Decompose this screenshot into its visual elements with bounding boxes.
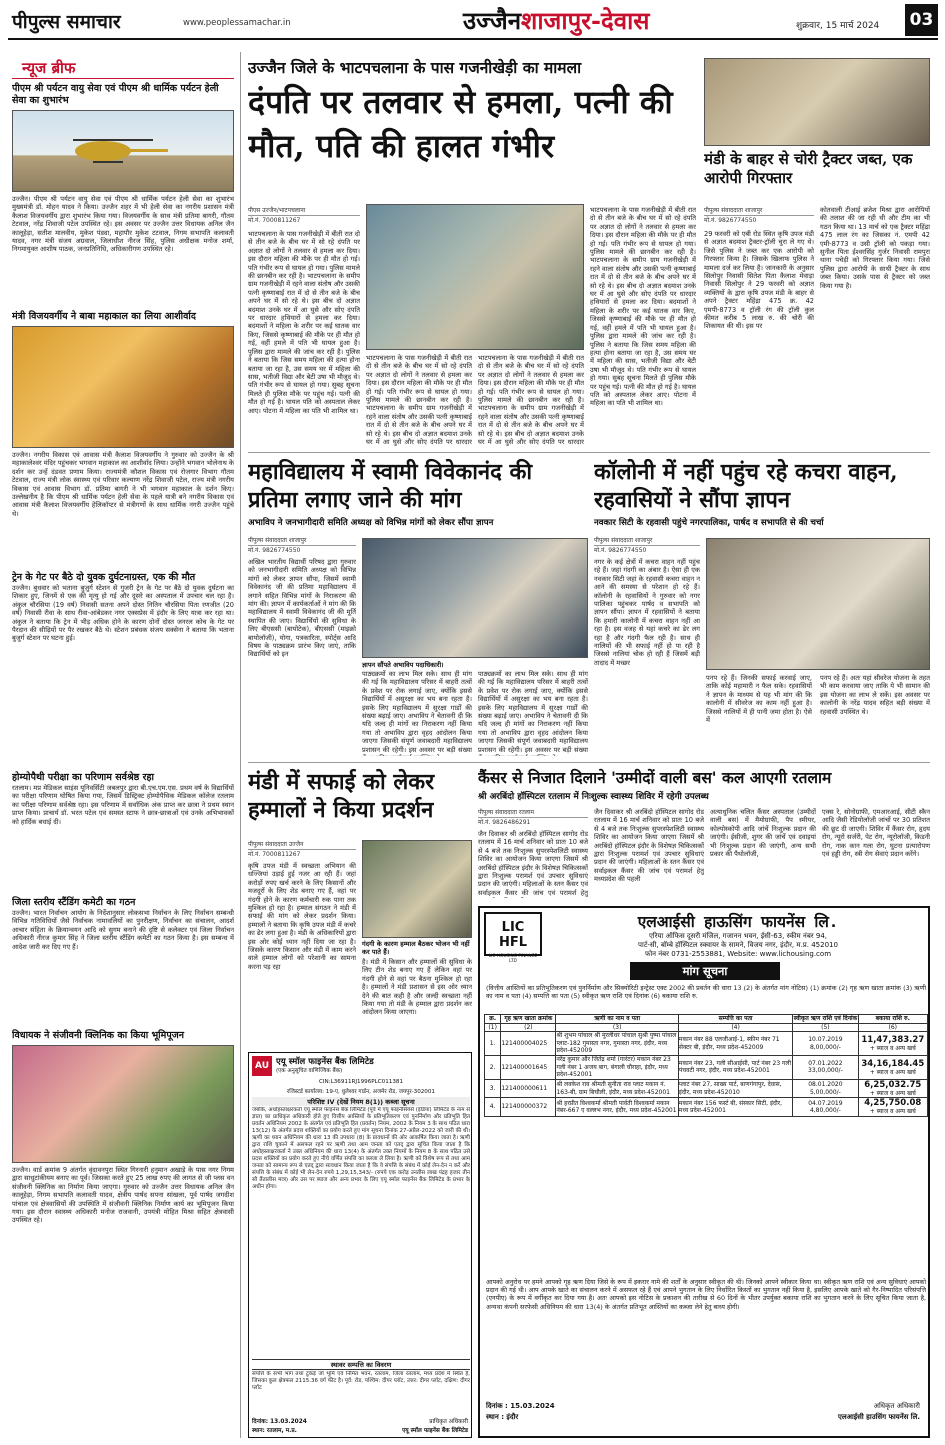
column-divider bbox=[240, 52, 241, 1438]
lic-cell-due: 6,25,032.75 bbox=[864, 1079, 922, 1090]
table-row bbox=[485, 1055, 928, 1079]
cancer-headline[interactable]: कैंसर से निजात दिलाने 'उम्मीदों वाली बस' कल आएगी रतलाम bbox=[478, 768, 832, 787]
mandi-text-2: है। मंडी में किसान और हम्मालों की सुविधा के लिए टीन शेड बनाए गए हैं लेकिन वहां पर गंदगी होने से वहां पर बैठना मुश्किल हो रहा है। हम्मालों ने मंडी प्रशासन से इस ओर ध्यान देने की बात कही है और जल्दी स्वच्छता नहीं किया गया तो मंडी के हम्माल द्वारा प्रदर्शन कर आंदोलन किया जाएगा। bbox=[362, 958, 472, 1017]
lead-mobile: मो.नं. 7000811267 bbox=[248, 217, 301, 224]
lic-th-loan: स्वीकृत ऋण राशि एवं दिनांक bbox=[793, 1015, 858, 1022]
tractor-mobile: मो.नं. 9826774550 bbox=[704, 217, 757, 224]
lic-table-col-nums bbox=[485, 1023, 928, 1032]
lic-cell-due-note: + ब्याज व अन्य खर्च bbox=[869, 1089, 916, 1097]
au-logo[interactable]: AU bbox=[252, 1056, 272, 1076]
au-prop-title: स्थावर सम्पत्ति का विवरण bbox=[252, 1359, 470, 1370]
edition-city-2: शाजापुर-देवास bbox=[521, 6, 650, 35]
tractor-text-1: 29 फरवरी को एबी रोड स्थित कृषि उपज मंडी से अज्ञात बदमाश ट्रैक्टर-ट्रॉली चुरा ले गए थे। जिसे पुलिस ने जब्त कर एक आरोपी को गिरफ्तार किया है। जिसके खिलाफ पुलिस ने मामला दर्ज कर लिया है। जानकारी के अनुसार सिलोपुर निवासी सितेश पिता कैलाश मेवाड़ा निवासी सिलोपुर ने 29 फरवरी को अज्ञात व्यक्तियों के द्वारा कृषि उपज मंडी के बाहर से अपने ट्रैक्टर महिंद्रा 475 क्र. 42 एमपी-8773 व ट्रॉली रंग की ट्रॉली कुल कीमत करीब 5 लाख रु. की चोरी की शिकायत की थी। इस पर bbox=[704, 230, 814, 331]
vivekananda-byline: पीपुल्स संवाददाता शाजापुर bbox=[248, 536, 356, 546]
lic-cell-no: 1. bbox=[485, 1032, 501, 1056]
lic-cell-borrower: श्री हरप्रीत विश्वकर्मा श्रीमती पार्वती विश्वकर्मा मकान नंबर-667 ए वल्लभ नगर, इंदौर, मध्य प्रदेश-452001 bbox=[556, 1098, 678, 1117]
table-row bbox=[485, 1079, 928, 1098]
table-row bbox=[485, 1032, 928, 1056]
au-bank-notice bbox=[248, 1052, 472, 1438]
lic-cell-loan-amt: 33,00,000/- bbox=[808, 1067, 843, 1075]
news-brief-column bbox=[12, 58, 234, 1438]
lic-col-num: (3) bbox=[556, 1023, 678, 1032]
lic-logo-brand: LIC HFL bbox=[498, 920, 528, 950]
brief-headline-4[interactable]: होम्योपैथी परीक्षा का परिणाम सर्वश्रेष्ठ रहा bbox=[12, 772, 154, 783]
au-address: रजिस्टर्ड कार्यालय: 19-ए, धुलेश्वर गार्डन, अजमेर रोड, जयपुर-302001 bbox=[287, 1089, 435, 1095]
au-place: स्थान: रतलाम, म.प्र. bbox=[252, 1428, 297, 1434]
lic-cell-due-note: + ब्याज व अन्य खर्च bbox=[869, 1108, 916, 1116]
brief-text-5: उज्जैन। भारत निर्वाचन आयोग के निर्देशानुसार लोकसभा निर्वाचन के लिए निर्वाचन सम्बन्धी विभिन्न गतिविधियों जैसे निर्वाचक नामावलियों का पुनरीक्षण, निर्वाचन का संचालन, आदर्श आचार संहिता के क्रियान्वयन आदि को सुगम बनाने की दृष्टि से कलेक्टर एवं जिला निर्वाचन अधिकारी नीरज कुमार सिंह ने जिला स्तरीय स्टैंडिंग कमेटी का गठन किया है। इस सम्बन्ध में आदेश जारी कर दिए गए हैं। bbox=[12, 909, 234, 951]
lic-cell-loan-date: 08.01.2020 bbox=[808, 1080, 843, 1088]
lic-cell-property: मकान नंबर 156 फर्स्ट बी, संस्कार सिटी, इंदौर, मध्य प्रदेश-452001 bbox=[678, 1098, 792, 1117]
lead-kicker: उज्जैन जिले के भाटपचलाना के पास गजनीखेड़ी का मामला bbox=[248, 58, 582, 77]
lead-text-3: भाटपचलाना के पास गजनीखेड़ी में बीती रात दो से तीन बजे के बीच घर में सो रहे दंपति पर अज्ञात दो लोगों ने तलवार से हमला कर दिया। इस दौरान महिला की मौके पर ही मौत हो गई। पति गंभीर रूप से घायल हो गया। पुलिस मामले की छानबीन कर रही है। भाटपचलाना के समीप ग्राम गजनीखेड़ी में रहने वाला संतोष और उसकी पत्नी कृष्णाबाई रात में दो से तीन बजे के बीच अपने घर में सो रहे थे। इस बीच दो अज्ञात बदमाश उनके घर में आ घुसे और सोए दंपति पर धारदार bbox=[478, 354, 584, 446]
lic-sign-1: अधिकृत अधिकारी bbox=[873, 1402, 920, 1410]
brief-text-6: उज्जैन। वार्ड क्रमांक 9 अंतर्गत वृंदावनपुरा स्थित गिरनारी हनुमान अखाड़े के पास नगर निगम द्वारा साधुटांकीयम बनाए का पूर्व। जिसका करते हुए 25 लाख रुपए की लागत से जी प्लस वन संजीवनी क्लिनिक का निर्माण किया जाएगा। गुरुवार को उज्जैन उत्तर विधायक अनिल जैन कालूहेड़ा, निगम सभापति कलावती यादव, क्षेत्रीय पार्षद सपना सांखला, पूर्व पार्षद जगदीश पांचाल एवं क्षेत्रवासियों की उपस्थिति में संजीवनी क्लिनिक निर्माण कार्य का भूमिपूजन किया गया। इस दौरान स्वास्थ्य अधिकारी मनोज राजवानी, उपयंत्री मोहित मिश्रा सहित क्षेत्रवासी उपस्थित रहे। bbox=[12, 1166, 234, 1225]
lic-cell-property: प्लाट नंबर 27, साख्य पार्ट, बाणगंगापुर, देवास, इंदौर, मध्य प्रदेश-452010 bbox=[678, 1079, 792, 1098]
lead-text-4: भाटपचलाना के पास गजनीखेड़ी में बीती रात दो से तीन बजे के बीच घर में सो रहे दंपति पर अज्ञात दो लोगों ने तलवार से हमला कर दिया। इस दौरान महिला की मौके पर ही मौत हो गई। पति गंभीर रूप से घायल हो गया। पुलिस मामले की छानबीन कर रही है। भाटपचलाना के समीप ग्राम गजनीखेड़ी में रहने वाला संतोष और उसकी पत्नी कृष्णाबाई रात में दो से तीन बजे के बीच अपने घर में सो रहे थे। इस बीच दो अज्ञात बदमाश उनके घर में आ घुसे और सोए दंपति पर धारदार हथियारों से हमला कर दिया। बदमाशों ने महिला के शरीर पर कई घातक वार किए, जिससे कृष्णाबाई की मौके पर ही मौत हो गई, वहीं हमले में पति भी घायल हुआ है। पुलिस द्वारा मामले की जांच कर रही है। पुलिस ने बताया कि जिस समय महिला की हत्या होना बताया जा रहा है, उस समय घर में महिला की सास, भतीजी विद्या और बेटी उषा भी मौजूद थे। पति गंभीर रूप से घायल हो गया। सुबह सूचना मिलते ही पुलिस मौके पर पहुंच गई। पत्नी की मौत हो गई है। घायल पति को अस्पताल लेकर आए। पोटना में महिला का पति भी शामिल था। bbox=[590, 206, 696, 408]
garbage-photo bbox=[706, 538, 930, 670]
mahakal-photo bbox=[12, 326, 234, 448]
lic-cell-due-note: + ब्याज व अन्य खर्च bbox=[869, 1068, 916, 1076]
section-divider-2 bbox=[248, 762, 930, 763]
brief-text-1: उज्जैन। पीएम श्री पर्यटन वायु सेवा एवं पीएम श्री धार्मिक पर्यटन हेली सेवा का शुभारंभ मुख्यमंत्री डॉ. मोहन यादव ने किया। उज्जैन शहर में भी हेली सेवा का नगरीय प्रशासन मंत्री कैलाश विजयवर्गीय द्वारा शुभारंभ किया गया। विजयवर्गीय के साथ मंत्री प्रतिमा बागरी, गौतम टेटवाल, नरेंद्र शिवाजी पटेल उपस्थित रहे। इस अवसर पर उज्जैन उत्तर विधायक अनिल जैन कालूहेड़ा, सतीश मालवीय, मुकेश पंड्या, महापौर मुकेश टटवाल, निगम सभापति कलावती यादव, नगर मंत्री संजय अग्रवाल, जिलाधीश नीरज सिंह, पुलिस अधीक्षक मनोज शर्मा, निगमायुक्त आशीष पाठक, जनप्रतिनिधि, अधिकारीगण उपस्थित रहे। bbox=[12, 195, 234, 254]
garbage-byline: पीपुल्स संवाददाता शाजापुर bbox=[594, 536, 700, 546]
lic-hfl-notice bbox=[478, 906, 930, 1438]
mandi-photo-caption: गंदगी के कारण हम्माल बैठकर भोजन भी नहीं कर पाते हैं। bbox=[362, 940, 470, 956]
section-divider-1 bbox=[248, 452, 930, 453]
lic-col-num: (2) bbox=[501, 1023, 556, 1032]
vivekananda-text-3: पाठ्यक्रमों का लाभ मिल सके। साथ ही मांग की गई कि महाविद्यालय परिसर में बाहरी तत्वों के प्रवेश पर रोक लगाई जाए, क्योंकि इससे विद्यार्थियों में असुरक्षा का भय बना रहता है। इसके लिए महाविद्यालय में सुरक्षा गार्डों की संख्या बढ़ाई जाए। अभाविप ने चेतावनी दी कि यदि जल्द ही मांगों का निराकरण नहीं किया गया तो अभाविप द्वारा वृहद आंदोलन किया जाएगा जिसकी संपूर्ण जवाबदारी महाविद्यालय प्रशासन की रहेगी। इस अवसर पर बड़ी संख्या bbox=[478, 670, 588, 754]
tractor-text-2: कोतवाली टीआई ब्रजेश मिश्रा द्वारा आरोपियों की तलाश की जा रही थी और टीम का भी गठन किया था। 13 मार्च को एक ट्रैक्टर महिंद्रा 475 लाल रंग का जिसका नं. एमपी 42 एमी-8773 व उसी ट्रॉली को पकड़ा गया। सुनील पिता ईश्वरसिंह गुर्जर निवासी रामपुरा थाना पचेड़ी को गिरफ्तार किया गया। जिसे पुलिस द्वारा आरोपी के साथी ट्रैक्टर के साथ जब्त किया। उसके पास से ट्रैक्टर को जब्त किया गया है। bbox=[820, 206, 930, 290]
garbage-mobile: मो.नं. 9826774550 bbox=[594, 547, 647, 554]
helicopter-photo bbox=[12, 110, 234, 192]
lic-logo-sub: LIC HOUSING FINANCE LTD bbox=[488, 954, 538, 964]
lic-cell-loan-date: 10.07.2019 bbox=[808, 1035, 843, 1043]
mandi-text-1: कृषि उपज मंडी में स्वच्छता अभियान की धज्जियां उड़ाई हुई नजर आ रही हैं। जहां करोड़ों रुपए खर्च करने के लिए किसानों और मजदूरों के लिए शेड बनाए गए हैं, वहां पर गंदगी होने के कारण कर्मचारी रुक पाना तक मुश्किल हो रहा है। हम्माल संगठन ने मंडी में सफाई की मांग को लेकर प्रदर्शन किया। हम्मालों ने बताया कि कृषि उपज मंडी में कचरे का ढेर लगा हुआ है। मंडी के अधिकारियों द्वारा इस ओर कोई ध्यान नहीं दिया जा रहा है। जिसके कारण किसान और मंडी में काम करने वाले हम्माल लोगों को परेशानी का सामना करना पड़ रहा bbox=[248, 862, 356, 971]
lead-text-1: भाटपचलाना के पास गजनीखेड़ी में बीती रात दो से तीन बजे के बीच घर में सो रहे दंपति पर अज्ञात दो लोगों ने तलवार से हमला कर दिया। इस दौरान महिला की मौके पर ही मौत हो गई। पति गंभीर रूप से घायल हो गया। पुलिस मामले की छानबीन कर रही है। भाटपचलाना के समीप ग्राम गजनीखेड़ी में रहने वाला संतोष और उसकी पत्नी कृष्णाबाई रात में दो से तीन बजे के बीच अपने घर में सो रहे थे। इस बीच दो अज्ञात बदमाश उनके घर में आ घुसे और सोए दंपति पर धारदार हथियारों से हमला कर दिया। बदमाशों ने महिला के शरीर पर कई घातक वार किए, जिससे कृष्णाबाई की मौके पर ही मौत हो गई, वहीं हमले में पति भी घायल हुआ है। पुलिस द्वारा मामले की जांच कर रही है। पुलिस ने बताया कि जिस समय महिला की हत्या होना बताया जा रहा है, उस समय घर में महिला की सास, भतीजी विद्या और बेटी उषा भी मौजूद थे। पति गंभीर रूप से घायल हो गया। सुबह सूचना मिलते ही पुलिस मौके पर पहुंच गई। पत्नी की मौत हो गई है। घायल पति को अस्पताल लेकर आए। पोटना में महिला का पति भी शामिल था। bbox=[248, 230, 360, 415]
au-sign-2: एयू स्मॉल फाइनेंस बैंक लिमिटेड bbox=[402, 1428, 468, 1434]
lic-cell-due: 4,25,750.08 bbox=[864, 1098, 922, 1109]
au-date: दिनांक: 13.03.2024 bbox=[252, 1419, 307, 1425]
au-name: एयू स्मॉल फाइनेंस बैंक लिमिटेड bbox=[276, 1057, 374, 1067]
cancer-text-1: जैन दिवाकर श्री अरबिंदो हॉस्पिटल सागोद रोड रतलाम में 16 मार्च शनिवार को प्रातः 10 बजे से 4 बजे तक निःशुल्क सुपरस्पेशलिटी स्वास्थ्य शिविर का आयोजन किया जाएगा जिसमें श्री अरबिंदो हॉस्पिटल इंदौर के विशेषज्ञ चिकित्सकों द्वारा निःशुल्क परामर्श एवं उपचार सुविधाएं प्रदान की जाएंगी। महिलाओं के स्तन कैंसर एवं सर्वाइकल कैंसर की जांच एवं परामर्श हेतु bbox=[478, 830, 588, 897]
lic-logo[interactable] bbox=[484, 912, 542, 964]
lic-col-num: (1) bbox=[485, 1023, 501, 1032]
lic-cell-acc: 121400004025 bbox=[501, 1032, 556, 1056]
vivekananda-text-1: अखिल भारतीय विद्यार्थी परिषद द्वारा गुरुवार को जनभागीदारी समिति अध्यक्ष को विभिन्न मांगों को लेकर ज्ञापन सौंपा, जिसमें स्वामी विवेकानंद जी की प्रतिमा महाविद्यालय में लगाने सहित विभिन्न मांगों के निराकरण की मांग की। ज्ञापन में कार्यकर्ताओं ने मांग की कि महाविद्यालय में स्वामी विवेकानंद जी की मूर्ति स्थापित की जाए। विद्यार्थियों की सुविधा के लिए बीएससी (बायोटेक), बीएससी (माइक्रो बायोलॉजी), योगा, पत्रकारिता, स्पोर्ट्स आदि विषय के पाठ्यक्रम प्रारंभ किए जाएं, ताकि विद्यार्थियों को इन bbox=[248, 558, 356, 659]
lic-cell-property: मकान नंबर 23, गली सीआईसी, पार्ट नंबर 23 गली पंचवटी नगर, इंदौर, मध्य प्रदेश-452001 bbox=[678, 1055, 792, 1079]
vivekananda-text-2: पाठ्यक्रमों का लाभ मिल सके। साथ ही मांग की गई कि महाविद्यालय परिसर में बाहरी तत्वों के प्रवेश पर रोक लगाई जाए, क्योंकि इससे विद्यार्थियों में असुरक्षा का भय बना रहता है। इसके लिए महाविद्यालय में सुरक्षा गार्डों की संख्या बढ़ाई जाए। अभाविप ने चेतावनी दी कि यदि जल्द ही मांगों का निराकरण नहीं किया गया तो अभाविप द्वारा वृहद आंदोलन किया जाएगा जिसकी संपूर्ण जवाबदारी महाविद्यालय प्रशासन की रहेगी। इस अवसर पर बड़ी संख्या bbox=[362, 670, 472, 754]
cancer-mobile: मो.नं. 9826486291 bbox=[478, 819, 531, 826]
lic-cell-loan-amt: 5,00,000/- bbox=[809, 1088, 841, 1096]
edition-city-1: उज्जैन bbox=[463, 6, 522, 35]
au-prop-text: संपत्ति के सभी भाग तथा टुकड़े जो भूमि एवं निर्मित भवन, रतलाम, जिला रतलाम, मध्य प्रदेश में स्थित हैं, जिसका कुल क्षेत्रफल 2115.36 वर्ग फीट है। पूर्व: रोड, पश्चिम: दीगर प्लॉट, उत्तर: दीगर प्लॉट, दक्षिण: दीगर प्लॉट bbox=[252, 1371, 470, 1391]
lic-sign-2: एलआईसी हाउसिंग फायनेंस लि. bbox=[837, 1413, 920, 1421]
lic-table-header bbox=[485, 1015, 928, 1024]
vivekananda-subhead: अभाविप ने जनभागीदारी समिति अध्यक्ष को विभिन्न मांगों को लेकर सौंपा ज्ञापन bbox=[248, 518, 494, 528]
vivekananda-story bbox=[248, 458, 588, 758]
mandi-byline: पीपुल्स संवाददाता उज्जैन bbox=[248, 840, 356, 850]
lic-cell-no: 2. bbox=[485, 1055, 501, 1079]
vivekananda-headline[interactable]: महाविद्यालय में स्वामी विवेकानंद की प्रतिमा लगाए जाने की मांग bbox=[248, 459, 533, 513]
tractor-story bbox=[704, 58, 930, 448]
lic-cell-borrower: श्री लवकेश राव श्रीमती सुनीता राव प्लाट मकान नं. 163-बी, ग्राम बिचौली, इंदौर, मध्य प्रदेश-452001 bbox=[556, 1079, 678, 1098]
tractor-headline[interactable]: मंडी के बाहर से चोरी ट्रैक्टर जब्त, एक आरोपी गिरफ्तार bbox=[704, 150, 913, 187]
cancer-text-4: एक्स रे, सोनोग्राफी, एमआरआई, सीटी स्कैन आदि जैसी रेडियोलॉजी जांचों पर 30 प्रतिशत की छूट दी जाएगी। शिविर में कैंसर रोग, हृदय रोग, न्यूरो सर्जरी, पेट रोग, न्यूरोलॉजी, किडनी रोग, नाक कान गला रोग, घुटना प्रत्यारोपण एवं हड्डी रोग, स्त्री रोग सेवाएं प्रदान करेंगे। bbox=[822, 808, 930, 859]
lic-cell-loan-amt: 8,00,000/- bbox=[809, 1043, 841, 1051]
helicopter-icon bbox=[13, 111, 234, 193]
lic-th-no: क्र. bbox=[485, 1015, 501, 1024]
mandi-headline[interactable]: मंडी में सफाई को लेकर हम्मालों ने किया प्रदर्शन bbox=[248, 769, 435, 823]
lic-cell-loan-date: 04.07.2019 bbox=[808, 1099, 843, 1107]
lic-cell-property: मकान नंबर 88 एलजीआई-1, स्कीम नंबर 71 सेक्टर बी, इंदौर, मध्य प्रदेश-452009 bbox=[678, 1032, 792, 1056]
brief-text-2: उज्जैन। नगरीय विकास एवं आवास मंत्री कैलाश विजयवर्गीय ने गुरुवार को उज्जैन के श्री महाकालेश्वर मंदिर पहुंचकर भगवान महाकाल का आशीर्वाद लिया। उन्होंने भगवान भोलेनाथ के दर्शन कर उन्हें दंडवत प्रणाम किया। राज्यमंत्री कौशल विकास एवं रोजगार विभाग गौतम टेटवाल, राज्य मंत्री लोक स्वास्थ्य एवं परिवार कल्याण नरेंद्र शिवाजी पटेल, राज्य मंत्री नगरीय विकास एवं आवास विभाग डॉ. प्रतिमा बागरी ने भी भगवान महाकाल के दर्शन किए। उल्लेखनीय है कि पीएम श्री धार्मिक पर्यटन हेली सेवा के पहले यात्री बने नगरीय विकास एवं आवास मंत्री कैलाश विजयवर्गीय हेलिकॉप्टर से मंत्रीगणों के साथ धार्मिक नगरी उज्जैन पहुंचे थे। bbox=[12, 451, 234, 518]
brief-headline-3[interactable]: ट्रेन के गेट पर बैठे दो युवक दुर्घटनाग्रस्त, एक की मौत bbox=[12, 572, 196, 583]
lic-cell-loan-amt: 4,80,000/- bbox=[809, 1107, 841, 1115]
bhoomipujan-photo bbox=[12, 1045, 234, 1163]
lic-cell-due-note: + ब्याज व अन्य खर्च bbox=[869, 1044, 916, 1052]
lead-story bbox=[248, 58, 696, 448]
lic-intro: (वित्तीय आस्तियों का प्रतिभूतिकरण एवं पुनर्निर्माण और सिक्योरिटी इन्ट्रेस्ट एक्ट 2002 की प्रवर्तन की धारा 13 (2) के अंतर्गत मांग नोटिस) (1) क्रमांक (2) गृह ऋण खाता क्रमांक (3) ऋणी का नाम व पता (4) सम्पत्ति का पता (5) स्वीकृत ऋण राशि एवं दिनांक (6) बकाया राशि रु. bbox=[486, 984, 926, 1001]
lead-byline: पीएस उज्जैन/भाटपचलाना bbox=[248, 206, 360, 216]
masthead bbox=[8, 4, 938, 40]
lic-cell-no: 4. bbox=[485, 1098, 501, 1117]
au-notice-title: परिशिष्ट IV (देखें नियम 8(1)) कब्जा सूचना bbox=[252, 1097, 470, 1106]
vivekananda-photo bbox=[362, 538, 588, 658]
issue-date: शुक्रवार, 15 मार्च 2024 bbox=[796, 21, 880, 31]
tractor-photo bbox=[704, 58, 930, 146]
lic-th-due: बकाया राशि रु. bbox=[858, 1015, 927, 1024]
lic-place: स्थान : इंदौर bbox=[486, 1413, 519, 1421]
lic-col-num: (5) bbox=[793, 1023, 858, 1032]
cancer-subhead: श्री अरबिंदो हॉस्पिटल रतलाम में निःशुल्क स्वास्थ्य शिविर में रहेगी उपलब्ध bbox=[478, 792, 709, 802]
news-brief-label: न्यूज ब्रीफ bbox=[12, 58, 234, 79]
au-sign-1: प्राधिकृत अधिकारी bbox=[429, 1419, 468, 1425]
au-body: जबकि, अधोहस्ताक्षरकर्ता एयू स्मॉल फाइनेंस बैंक लिमिटेड (पूर्व में एयू फाइनेंसियर्स (इंडिया) लिमिटेड के नाम से ज्ञात) का प्राधिकृत अधिकारी होते हुए वित्तीय आस्तियों के प्रतिभूतिकरण एवं पुनर्निर्माण और प्रतिभूति हित प्रवर्तन अधिनियम 2002 के अंतर्गत एवं प्रतिभूति हित (प्रवर्तन) नियम, 2002 के नियम 3 के साथ पठित धारा 13(12) के अंतर्गत प्रदत्त शक्तियों का प्रयोग करते हुए मांग सूचना दिनांक 27-अप्रैल-2022 को जारी की थी। ऋणी का ध्यान अधिनियम की धारा 13 की उपधारा (8) के प्रावधानों की ओर आकर्षित किया जाता है। ऋणी द्वारा राशि चुकाने में असफल रहने पर ऋणी तथा आम जनता को एतद् द्वारा सूचित किया जाता है कि अधोहस्ताक्षरकर्ता ने उक्त अधिनियम की धारा 13(4) के अंतर्गत उक्त नियमों के नियम 8 के साथ पठित उसे प्रदत्त शक्तियों का प्रयोग करते हुए नीचे वर्णित संपत्ति का कब्जा ले लिया है। ऋणी को विशेष रूप से तथा आम जनता को सामान्य रूप से एतद् द्वारा सावधान किया जाता है कि वे संपत्ति के संबंध में कोई लेन-देन न करें और संपत्ति के संबंध में कोई भी लेन-देन रुपये 1,29,15,343/- (रुपये एक करोड़ उनतीस लाख पंद्रह हजार तीन सौ तैंतालीस मात्र) और उस पर ब्याज और अन्य प्रभार के लिए एयू स्मॉल फाइनेंस बैंक लिमिटेड के प्रभार के अधीन होगा। bbox=[252, 1107, 470, 1190]
garbage-text-2: पनप रहे हैं। जिनकी सफाई करवाई जाए, ताकि कोई महामारी न फैल सके। रहवासियों ने ज्ञापन के माध्यम से यह भी मांग की कि कालोनी में सीवरेज का काम नहीं हुआ है। जिससे नालियों में ही पानी जमा होता है। ऐसे में bbox=[706, 674, 812, 725]
lic-address-2: पार्ट-सी, बॉम्बे हॉस्पिटल स्क्वायर के सामने, विजय नगर, इंदौर, म.प्र. 452010 bbox=[638, 941, 838, 949]
mandi-photo bbox=[362, 840, 472, 938]
lic-cell-due: 11,47,383.27 bbox=[861, 1034, 925, 1045]
brief-text-3: उज्जैन। बुधवार को भताना बुजुर्ग स्टेशन से गुजरी ट्रेन के गेट पर बैठे दो युवक दुर्घटना का शिकार हुए, जिनमें से एक की मृत्यु हो गई और दूसरे का अस्पताल में उपचार चल रहा है। अंकुल चौरसिया (19 वर्ष) निवासी सतना अपने दोस्त नितिन चौरसिया पिता रणजीत (20 वर्ष) निवासी रीवा के साथ रीवा-आंबेडकर नगर एक्सप्रेस में इंदौर के लिए यात्रा कर रहा था। अंकुल ने बताया कि ट्रेन में भीड़ अधिक होने के कारण दोनों दोस्त जनरल कोच के गेट पर पैरदान की सीढ़ियों पर पैर रखकर बैठे थे। स्टेशन प्रबंधक संजय सक्सेना ने बताया कि भताना बुजुर्ग स्टेशन पर घटना हुई। bbox=[12, 584, 234, 643]
lic-col-num: (6) bbox=[858, 1023, 927, 1032]
cancer-text-2: जैन दिवाकर श्री अरबिंदो हॉस्पिटल सागोद रोड रतलाम में 16 मार्च शनिवार को प्रातः 10 बजे से 4 बजे तक निःशुल्क सुपरस्पेशलिटी स्वास्थ्य शिविर का आयोजन किया जाएगा जिसमें श्री अरबिंदो हॉस्पिटल इंदौर के विशेषज्ञ चिकित्सकों द्वारा निःशुल्क परामर्श एवं उपचार सुविधाएं प्रदान की जाएंगी। महिलाओं के स्तन कैंसर एवं सर्वाइकल कैंसर की जांच एवं परामर्श हेतु मध्यप्रदेश की पहली bbox=[594, 808, 704, 884]
mandi-body bbox=[248, 840, 472, 1048]
brief-text-4: रतलाम। मप्र मेडिकल साइंस यूनिवर्सिटी जबलपुर द्वारा बी.एच.एम.एस. प्रथम वर्ष के विद्यार्थियों का परीक्षा परिणाम घोषित किया गया, जिसमें डिस्ट्रिक्ट होम्योपैथिक मेडिकल कॉलेज रतलाम का परीक्षा परिणाम सर्वश्रेष्ठ रहा। इस परिणाम में सर्वाधिक अंक प्राप्त कर छात्रा ने प्रथम स्थान प्राप्त किया। प्राचार्य डॉ. भरत पटेल एवं समस्त स्टाफ ने छात्र-छात्राओं एवं उनके अभिभावकों को हार्दिक बधाई दी। bbox=[12, 784, 234, 826]
lic-notice-title: मांग सूचना bbox=[630, 962, 780, 980]
lic-cell-no: 3. bbox=[485, 1079, 501, 1098]
lic-th-acc: गृह ऋण खाता क्रमांक bbox=[501, 1015, 556, 1024]
lic-cell-loan-date: 07.01.2022 bbox=[808, 1059, 843, 1067]
lic-body: आपको अनुरोध पर हमने आपको गृह ऋण दिया जिसे के रूप में इकरार नामे की शर्तों के अनुसार स्वीकृत की थी। जिनको आपने स्वीकार किया था। स्वीकृत ऋण राशि एवं अन्य सुविधाएं आपको प्रदान की गई थी। आप आपके खाते का संचालन करने में असफल रहे हैं एवं आपने भुगतान के लिए निर्धारित किस्तों का भुगतान नहीं किया है, इसलिए आपके खाते को गैर-निष्पादित परिसंपत्ति (एनपीए) के रूप में वर्गीकृत कर दिया गया है। अतः आपको इस नोटिस के प्रकाशन की तारीख से 60 दिनों के भीतर उपर्युक्त बकाया राशि का भुगतान करने के लिए सूचित किया जाता है, अन्यथा कंपनी सरफेसी अधिनियम की धारा 13(4) के अंतर्गत प्रतिभूत आस्तियों का कब्जा लेने हेतु बाध्य होगी। bbox=[486, 1278, 926, 1311]
garbage-text-3: पनप रहे हैं। अतः यहां सीवरेज योजना के तहत भी काम करवाया जाए ताकि ये भी सामान की इस योजना का लाभ ले सकें। इस अवसर पर कालोनी के नरेंद्र यादव सहित बड़ी संख्या में रहवासी उपस्थित थे। bbox=[820, 674, 930, 716]
edition-title bbox=[463, 4, 650, 37]
lic-cell-acc: 121400000372 bbox=[501, 1098, 556, 1117]
lic-cell-acc: 121400001645 bbox=[501, 1055, 556, 1079]
lic-cell-acc: 121400000611 bbox=[501, 1079, 556, 1098]
website[interactable]: www.peoplessamachar.in bbox=[183, 18, 291, 28]
garbage-headline[interactable]: कॉलोनी में नहीं पहुंच रहे कचरा वाहन, रहवासियों ने सौंपा ज्ञापन bbox=[594, 459, 898, 513]
lic-cell-borrower: नरेंद्र कुमार और जितेंद्र शर्मा (गारंटर) मकान नंबर 23 गली नंबर 1 अजय बाग, बंगाली चौराहा, इंदौर, मध्य प्रदेश-452001 bbox=[556, 1055, 678, 1079]
au-cin: CIN:L36911RJ1996PLC011381 bbox=[318, 1079, 404, 1085]
brief-headline-2[interactable]: मंत्री विजयवर्गीय ने बाबा महाकाल का लिया आशीर्वाद bbox=[12, 311, 196, 322]
tractor-byline: पीपुल्स संवाददाता शाजापुर bbox=[704, 206, 814, 216]
vivekananda-mobile: मो.नं. 9826774550 bbox=[248, 547, 301, 554]
lic-th-borrower: ऋणी का नाम व पता bbox=[556, 1015, 678, 1024]
brief-headline-6[interactable]: विधायक ने संजीवनी क्लिनिक का किया भूमिपूजन bbox=[12, 1030, 185, 1041]
garbage-story bbox=[594, 458, 930, 758]
mandi-mobile: मो.नं. 7000811267 bbox=[248, 851, 301, 858]
vivekananda-photo-caption: ज्ञापन सौंपते अभाविप पदाधिकारी। bbox=[362, 661, 444, 669]
lic-address-1: एरिया ऑफिस दूसरी मंजिल, गजानन भवन, ईसी-63, स्कीम नंबर 94, bbox=[648, 932, 828, 940]
lic-th-property: सम्पत्ति का पता bbox=[678, 1015, 792, 1024]
au-sub: (एक अनुसूचित वाणिज्यिक बैंक) bbox=[276, 1068, 343, 1074]
lic-phone: फोन नंबर 0731-2553881, Website: www.lichousing.com bbox=[644, 950, 832, 958]
garbage-subhead: नवकार सिटी के रहवासी पहुंचे नगरपालिका, पार्षद व सभापति से की चर्चा bbox=[594, 518, 824, 528]
lead-headline[interactable]: दंपति पर तलवार से हमला, पत्नी की मौत, पति की हालत गंभीर bbox=[248, 83, 673, 165]
lic-col-num: (4) bbox=[678, 1023, 792, 1032]
cancer-text-3: अत्याधुनिक चलित कैंसर अस्पताल (उम्मीदों वाली बस) में मैमोग्राफी, पैप स्मीयर, कोल्पोस्कोपी आदि जांचें निःशुल्क प्रदान की जाएंगी। ईसीजी, शुगर की जांचें एवं दवाइयां भी निःशुल्क प्रदान की जाएंगी, अन्य सभी प्रकार की पैथोलॉजी, bbox=[710, 808, 816, 859]
page-number: 03 bbox=[905, 4, 938, 36]
lic-cell-due: 34,16,184.45 bbox=[861, 1058, 925, 1069]
brief-headline-1[interactable]: पीएम श्री पर्यटन वायु सेवा एवं पीएम श्री धार्मिक पर्यटन हेली सेवा का शुभारंभ bbox=[12, 83, 219, 106]
lic-company: एलआईसी हाऊसिंग फायनेंस लि. bbox=[637, 913, 839, 931]
lic-table bbox=[484, 1014, 928, 1117]
lic-date: दिनांक : 15.03.2024 bbox=[486, 1402, 555, 1410]
table-row bbox=[485, 1098, 928, 1117]
lead-text-2: भाटपचलाना के पास गजनीखेड़ी में बीती रात दो से तीन बजे के बीच घर में सो रहे दंपति पर अज्ञात दो लोगों ने तलवार से हमला कर दिया। इस दौरान महिला की मौके पर ही मौत हो गई। पति गंभीर रूप से घायल हो गया। पुलिस मामले की छानबीन कर रही है। भाटपचलाना के समीप ग्राम गजनीखेड़ी में रहने वाला संतोष और उसकी पत्नी कृष्णाबाई रात में दो से तीन बजे के बीच अपने घर में सो रहे थे। इस बीच दो अज्ञात बदमाश उनके घर में आ घुसे और सोए दंपति पर धारदार bbox=[366, 354, 472, 446]
brief-headline-5[interactable]: जिला स्तरीय स्टैंडिंग कमेटी का गठन bbox=[12, 897, 136, 908]
cancer-byline: पीपुल्स संवाददाता रतलाम bbox=[478, 808, 588, 818]
lead-hospital-photo bbox=[366, 204, 584, 350]
logo[interactable]: पीपुल्स समाचार bbox=[12, 11, 121, 33]
garbage-text-1: नगर के कई क्षेत्रों में कचरा वाहन नहीं पहुंच रहे हैं। जहां गंदगी का अंबार है। ऐसा ही एक नवकार सिटी जहां के रहवासी कचरा वाहन न आने की समस्या से परेशान हो रहे हैं। कॉलोनी के रहवासियों ने गुरुवार को नगर पालिका पहुंचकर पार्षद व सभापति को ज्ञापन सौंपा। ज्ञापन में रहवासियों ने बताया कि हमारी कालोनी में कचरा वाहन नहीं आ रहा है। इस वजह से यहां कचरे का ढेर लग रहा है और गंदगी फैल रही है। साथ ही नालियों की भी सफाई नहीं हो पा रही है जिससे नालियां चोक हो रही हैं जिसमें बड़ी तादाद में मच्छर bbox=[594, 558, 700, 667]
lic-cell-borrower: श्री शुभम पांचाल श्री मुरलीधर पांचाल सुश्री पुष्पा पांचाल प्लाट-182 गुमास्ता नगर, गुमास्ता नगर, इंदौर, मध्य प्रदेश-452009 bbox=[556, 1032, 678, 1056]
